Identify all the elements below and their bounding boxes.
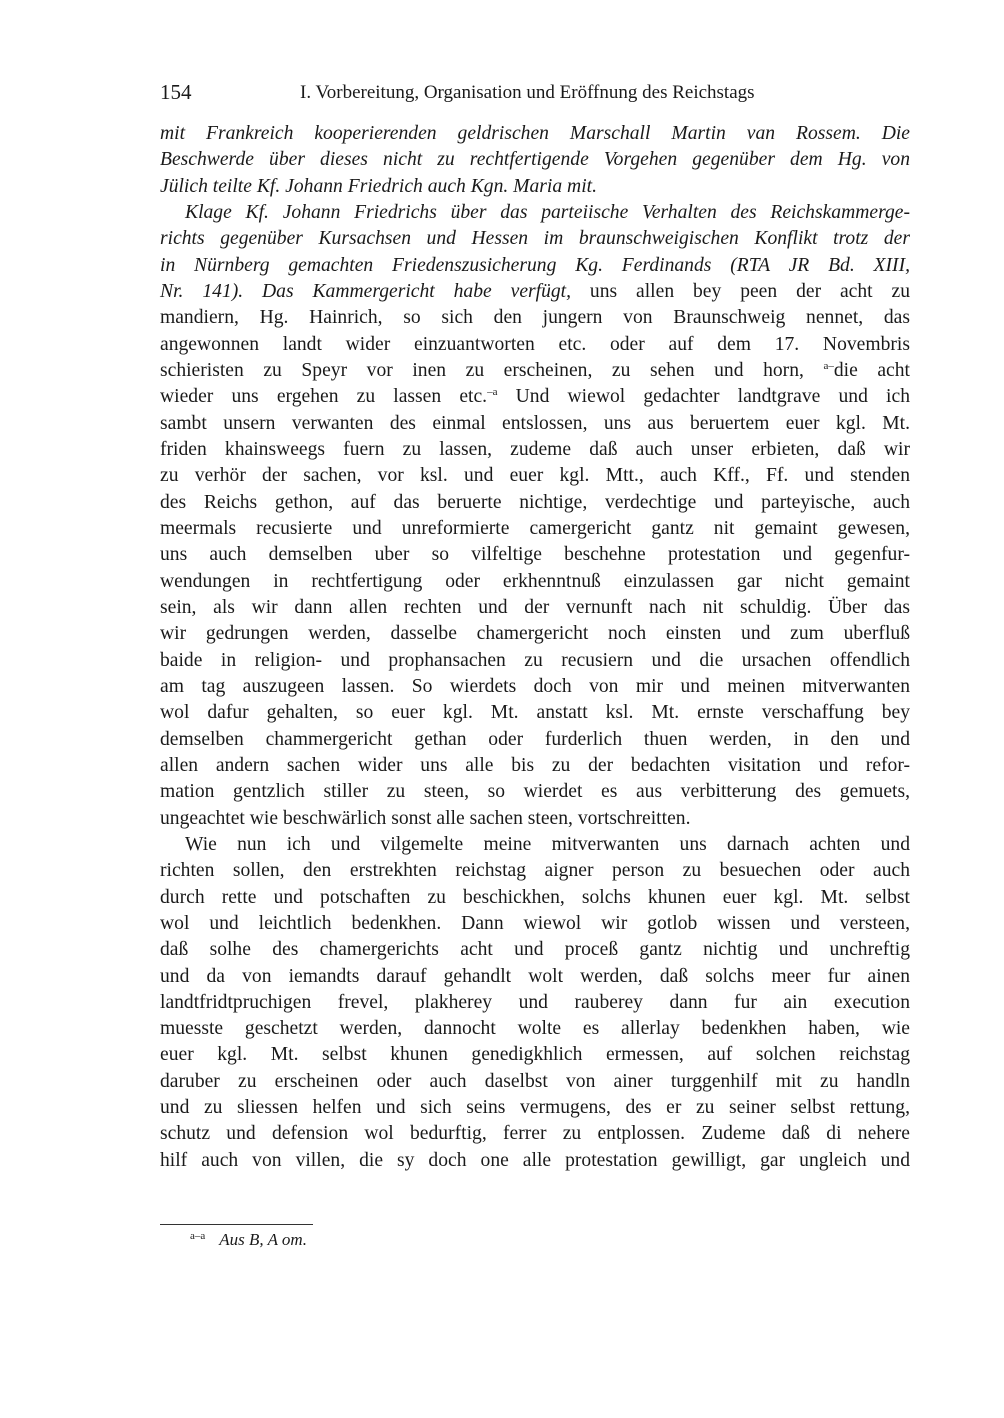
- text-line: [160, 121, 910, 147]
- text-segment: die acht: [833, 359, 910, 381]
- text-segment: am tag auszugeen lassen. So wierdets doch von mir und meinen mitverwanten: [160, 675, 910, 697]
- text-segment: demselben chammergericht gethan oder furderlich thuen werden, in den und: [160, 728, 910, 750]
- text-segment: uns allen bey peen der acht zu: [571, 280, 911, 302]
- text-line: [160, 1121, 910, 1147]
- text-segment: und zu sliessen helfen und sich seins vermugens, des er zu seiner selbst rettung,: [160, 1097, 910, 1119]
- text-segment: Beschwerde über dieses nicht zu rechtfertigende Vorgehen gegenüber dem Hg. von: [160, 149, 910, 171]
- text-line: [160, 226, 910, 252]
- text-line: [160, 358, 910, 384]
- text-line: [160, 648, 910, 674]
- text-segment: hilf auch von villen, die sy doch one alle protestation gewilligt, gar ungleich und: [160, 1149, 910, 1171]
- text-line: [160, 990, 910, 1016]
- text-line: [160, 1042, 910, 1068]
- text-line: [160, 147, 910, 173]
- text-line: [160, 490, 910, 516]
- text-line: [160, 727, 910, 753]
- text-line: [160, 463, 910, 489]
- text-segment: sein, als wir dann allen rechten und der vernunft nach nit schuldig. Über das: [160, 596, 910, 618]
- text-segment: daß solhe des chamergerichts acht und proceß gantz nichtig und unchreftig: [160, 939, 910, 961]
- text-segment: schutz und defension wol bedurftig, ferrer zu entplossen. Zudeme daß di nehere: [160, 1123, 910, 1145]
- text-line: [160, 384, 910, 410]
- footnote-mark: a–a: [190, 1230, 206, 1242]
- text-segment: Klage Kf. Johann Friedrichs über das parteiische Verhalten des Reichskammerge-: [185, 201, 910, 223]
- text-segment: Jülich teilte Kf. Johann Friedrich auch Kgn. Maria mit.: [160, 175, 597, 197]
- text-line: [160, 779, 910, 805]
- text-line: [160, 569, 910, 595]
- text-segment: und da von iemandts darauf gehandlt wolt werden, daß solchs meer fur ainen: [160, 965, 910, 987]
- text-line: [160, 253, 910, 279]
- text-segment: Und wiewol gedachter landtgrave und ich: [497, 386, 910, 408]
- text-line: [160, 1016, 910, 1042]
- text-segment: ungeachtet wie beschwärlich sonst alle sachen steen, vortschreitten.: [160, 807, 691, 829]
- footnote-reference: a–: [823, 359, 834, 372]
- text-segment: muesste geschetzt werden, dannocht wolte es allerlay bedenkhen haben, wie: [160, 1018, 910, 1040]
- text-segment: in Nürnberg gemachten Friedenszusicherung Kg. Ferdinands (RTA JR Bd. XIII,: [160, 254, 910, 276]
- body-text: [160, 121, 910, 1174]
- text-segment: richten sollen, den erstrekhten reichstag aigner person zu besuechen oder auch: [160, 860, 910, 882]
- text-segment: richts gegenüber Kursachsen und Hessen im braunschweigischen Konflikt trotz der: [160, 228, 910, 250]
- text-line: [160, 911, 910, 937]
- text-segment: meermals recusierte und unreformierte camergericht gantz nit gemaint gewesen,: [160, 517, 910, 539]
- text-line: [160, 516, 910, 542]
- text-segment: sambt unsern verwanten des einmal entslossen, uns aus beruertem euer kgl. Mt.: [160, 412, 910, 434]
- text-line: [160, 806, 910, 832]
- text-segment: wol dafur gehalten, so euer kgl. Mt. anstatt ksl. Mt. ernste verschaffung bey: [160, 702, 910, 724]
- text-line: [160, 1095, 910, 1121]
- text-segment: wendungen in rechtfertigung oder erkhenntnuß einzulassen gar nicht gemaint: [160, 570, 910, 592]
- text-line: [160, 411, 910, 437]
- text-line: [160, 437, 910, 463]
- text-line: [160, 332, 910, 358]
- text-line: [160, 305, 910, 331]
- text-line: [160, 832, 910, 858]
- text-segment: landtfridtpruchigen frevel, plakherey und rauberey dann fur ain execution: [160, 991, 910, 1013]
- text-line: [160, 200, 910, 226]
- footnote-reference: –a: [487, 386, 498, 399]
- text-line: [160, 937, 910, 963]
- text-segment: schieristen zu Speyr vor inen zu erscheinen, zu sehen und horn,: [160, 359, 824, 381]
- text-segment: uns auch demselben uber so vilfeltige beschehne protestation und gegenfur-: [160, 544, 910, 566]
- text-segment: daruber zu erscheinen oder auch daselbst von ainer turggenhilf mit zu handln: [160, 1070, 910, 1092]
- text-line: [160, 595, 910, 621]
- text-segment: wol und leichtlich bedenkhen. Dann wiewol wir gotlob wissen und versteen,: [160, 912, 910, 934]
- text-segment: durch rette und potschaften zu beschickhen, solchs khunen euer kgl. Mt. selbst: [160, 886, 910, 908]
- text-segment: angewonnen landt wider einzuantworten etc. oder auf dem 17. Novembris: [160, 333, 910, 355]
- page-number: 154: [160, 80, 192, 104]
- text-line: [160, 1069, 910, 1095]
- text-line: [160, 542, 910, 568]
- text-segment: euer kgl. Mt. selbst khunen genedigkhlich ermessen, auf solchen reichstag: [160, 1044, 910, 1066]
- text-line: [160, 674, 910, 700]
- text-segment: baide in religion- und prophansachen zu recusiern und die ursachen offendlich: [160, 649, 910, 671]
- text-segment: des Reichs gethon, auf das beruerte nichtige, verdechtige und parteyische, auch: [160, 491, 910, 513]
- text-segment: wir gedrungen werden, dasselbe chamergericht noch einsten und zum uberfluß: [160, 623, 910, 645]
- running-head: I. Vorbereitung, Organisation und Eröffnung des Reichstags: [300, 82, 755, 103]
- text-line: [160, 885, 910, 911]
- text-segment: Wie nun ich und vilgemelte meine mitverwanten uns darnach achten und: [185, 833, 910, 855]
- footnote-rule: [160, 1224, 313, 1225]
- text-line: [160, 753, 910, 779]
- text-segment: Nr. 141). Das Kammergericht habe verfügt,: [160, 280, 572, 302]
- footnote-text: Aus B, A om.: [219, 1230, 307, 1249]
- text-line: [160, 964, 910, 990]
- footnote: [190, 1230, 307, 1250]
- text-line: [160, 174, 910, 200]
- text-segment: mit Frankreich kooperierenden geldrischen Marschall Martin van Rossem. Die: [160, 123, 910, 144]
- text-line: [160, 858, 910, 884]
- text-segment: friden khainsweegs fuern zu lassen, zudeme daß auch unser erbieten, daß wir: [160, 438, 910, 460]
- text-line: [160, 700, 910, 726]
- text-line: [160, 621, 910, 647]
- text-segment: zu verhör der sachen, vor ksl. und euer kgl. Mtt., auch Kff., Ff. und stenden: [160, 465, 910, 487]
- text-line: [160, 279, 910, 305]
- text-line: [160, 1148, 910, 1174]
- text-segment: allen andern sachen wider uns alle bis zu der bedachten visitation und refor-: [160, 754, 910, 776]
- text-segment: mation gentzlich stiller zu steen, so wierdet es aus verbitterung des gemuets,: [160, 781, 910, 803]
- text-segment: mandiern, Hg. Hainrich, so sich den jungern von Braunschweig nennet, das: [160, 307, 910, 329]
- text-segment: wieder uns ergehen zu lassen etc.: [160, 386, 488, 408]
